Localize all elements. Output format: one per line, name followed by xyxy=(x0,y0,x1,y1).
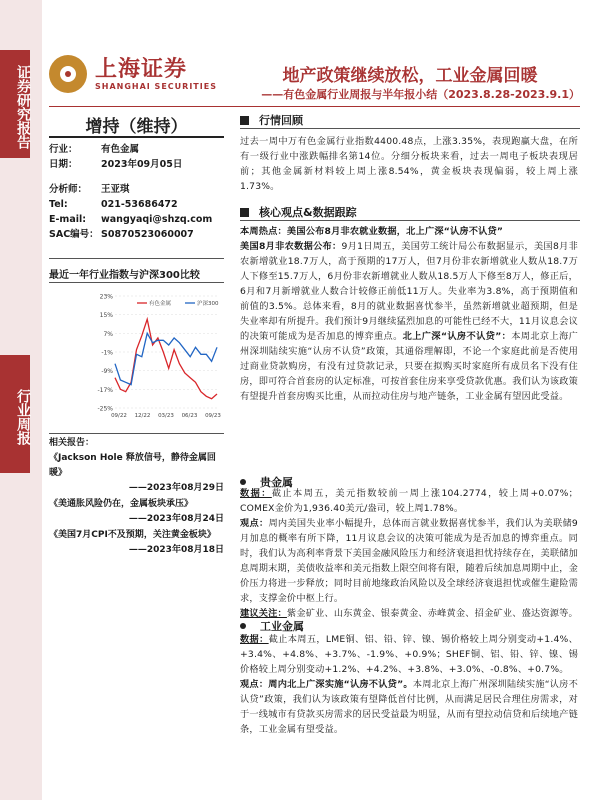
left-divider xyxy=(49,282,224,283)
industrial-data-text: 截止本周五，LME铜、铝、铅、锌、镍、锡价格较上周分别变动+1.4%、+3.4%、+4.8%、+3.7%、-1.9%、+0.9%；SHEF铜、铝、铅、锌、镍、锡价格较上周分别变动+1.2%、+4.2%、+3.8%、+3.0%、-0.8%、+0.7%。 xyxy=(240,634,578,675)
section-heading-review xyxy=(240,112,303,128)
section-divider xyxy=(240,220,580,221)
related-report-date: ——2023年08月24日 xyxy=(128,514,224,524)
section-divider xyxy=(240,128,580,129)
gold-data-text: 截止本周五，美元指数较前一周上涨104.2774，较上周+0.07%；COMEX金价为1,936.40美元/盎司，较上周1.78%。 xyxy=(240,488,578,514)
gold-suggest-label: 建议关注： xyxy=(240,608,287,619)
analyst-value: S0870523060007 xyxy=(101,229,194,240)
gold-data-label: 数据： xyxy=(240,488,272,499)
section-bullet-icon xyxy=(240,623,246,629)
analyst-value: 021-53686472 xyxy=(101,199,178,210)
related-report-item[interactable] xyxy=(49,528,224,558)
series-line-nonferrous xyxy=(115,319,217,398)
analyst-key: Tel: xyxy=(49,199,68,210)
x-tick-label: 09/23 xyxy=(205,413,221,419)
industrial-paragraph xyxy=(240,632,578,737)
housing-text: 本周北京上海广州深圳陆续实施“认房不认贷”政策，其通俗理解即，不论一个家庭此前是否使用过商业贷款购房，有没有过贷款记录，只要在拟购买时家庭所有成员名下没有住房，即可符合首套房的认定标准，可按首套住房来享受贷款优惠。我们认为该政策有望提升首套房购买比重，从而拉动住房与地产链条，工业金属有望因此受益。 xyxy=(240,331,579,402)
section-heading-text: 贵金属 xyxy=(260,476,293,489)
x-tick-label: 09/22 xyxy=(111,413,127,419)
logo-english-name: SHANGHAI SECURITIES xyxy=(95,81,217,91)
logo-chinese-name: 上海证券 xyxy=(95,56,188,82)
meta-key: 行业： xyxy=(49,144,78,155)
gold-view-label: 观点： xyxy=(240,518,269,529)
meta-value: 2023年09月05日 xyxy=(101,159,183,170)
related-report-title[interactable]: 《美国7月CPI不及预期，关注黄金板块》 xyxy=(49,530,216,540)
industry-rating: 增持（维持） xyxy=(85,117,188,137)
related-report-title[interactable]: 《美通胀风险仍在，金属板块承压》 xyxy=(49,499,194,509)
y-tick-label: -9% xyxy=(101,368,113,376)
analyst-email[interactable]: wangyaqi@shzq.com xyxy=(101,214,213,225)
section-bullet-icon xyxy=(240,479,246,485)
header-divider xyxy=(49,106,580,107)
y-tick-label: -25% xyxy=(97,405,113,413)
section-heading-text: 行情回顾 xyxy=(259,114,303,127)
legend-label: 有色金属 xyxy=(149,301,172,307)
related-reports xyxy=(49,436,224,559)
meta-key: 日期： xyxy=(49,159,78,170)
y-tick-label: -17% xyxy=(97,386,113,394)
rating-divider xyxy=(49,136,224,138)
analyst-value: 王亚琪 xyxy=(101,184,130,195)
related-report-date: ——2023年08月18日 xyxy=(128,545,224,555)
section-heading-core xyxy=(240,204,357,220)
gold-paragraph xyxy=(240,486,578,621)
industrial-view-label: 观点：周内北上广深实施“认房不认贷”。 xyxy=(240,679,413,690)
report-subtitle: ——有色金属行业周报与半年报小结（2023.8.28-2023.9.1） xyxy=(261,88,580,101)
analyst-key: E-mail: xyxy=(49,214,87,225)
related-report-item[interactable] xyxy=(49,451,224,496)
gold-suggest-text: 紫金矿业、山东黄金、银泰黄金、赤峰黄金、招金矿业、盛达资源等。 xyxy=(286,608,578,619)
related-report-title[interactable]: 《Jackson Hole 释放信号，静待金属回暖》 xyxy=(49,453,216,478)
index-comparison-chart xyxy=(89,290,221,425)
related-reports-title: 相关报告： xyxy=(49,438,95,448)
chart-title: 最近一年行业指数与沪深300比较 xyxy=(49,270,200,281)
report-meta xyxy=(49,142,224,172)
section-heading-text: 核心观点&数据跟踪 xyxy=(259,206,357,219)
y-tick-label: 7% xyxy=(103,330,113,338)
analyst-key: 分析师： xyxy=(49,184,88,195)
y-tick-label: 23% xyxy=(99,293,113,301)
x-tick-label: 03/23 xyxy=(158,413,174,419)
x-tick-label: 12/22 xyxy=(134,413,151,419)
industrial-view-text: 本周北京上海广州深圳陆续实施“认房不认贷”政策，我们认为该政策有望降低首付比例，从而满足居民合理住房需求，对于一线城市有贷款买房需求的居民受益最为明显，从而有望拉动信贷和后续地产链条，工业金属有望受益。 xyxy=(240,679,578,735)
logo-emblem-icon xyxy=(49,55,87,93)
analyst-info xyxy=(49,182,224,242)
review-paragraph: 过去一周中万有色金属行业指数4400.48点，上涨3.35%，表现跑赢大盘，在所有一级行业中涨跌幅排名第14位。分细分板块来看，过去一周电子板块表现居前；其他金属新材料较上周上涨8.54%，黄金板块表现偏弱，较上周上涨1.73%。 xyxy=(240,136,578,192)
meta-value: 有色金属 xyxy=(101,144,140,155)
report-type-band: 证券研究报告 xyxy=(0,50,30,158)
section-square-icon xyxy=(240,116,249,125)
report-category-band: 行业周报 xyxy=(0,355,30,473)
company-logo xyxy=(49,55,217,93)
left-divider xyxy=(49,258,224,259)
core-paragraph xyxy=(240,224,578,404)
legend-label: 沪深300 xyxy=(197,301,219,307)
related-report-item[interactable] xyxy=(49,497,224,527)
nfp-label: 美国8月非农数据公布： xyxy=(240,241,342,252)
section-heading-text: 工业金属 xyxy=(260,620,304,633)
gold-view-text: 周内美国失业率小幅提升，总体而言就业数据喜忧参半，我们认为美联储9月加息的概率有所下降，11月议息会议的决策可能成为是否加息的博弈重点。同时，我们认为高利率背景下美国金融风险压力和经济衰退担忧持续存在，美联储加息周期末期，美债收益率和美元指数上限空间将有限，随着后续加息周期中止，金价压力将进一步释放；同时目前地缘政治风险以及全球经济衰退担忧或催生避险需求，支撑金价中枢上行。 xyxy=(240,518,578,604)
section-square-icon xyxy=(240,208,249,217)
left-divider xyxy=(49,433,224,434)
industrial-data-label: 数据： xyxy=(240,634,269,645)
y-tick-label: -1% xyxy=(101,349,113,357)
nfp-text: 9月1日周五，美国劳工统计局公布数据显示，美国8月非农新增就业18.7万人，高于预期的17万人，但7月份非农新增就业人数从18.7万人下修至15.7万人，6月份非农新增就业人数从18.5万人下修至8万人，修正后，6月和7月新增就业人数合计较修正前低11万人。失业率为3.8%，高于预期值和前值的3.5%。总体来看，8月的就业数据喜忧参半，虽然新增就业超预期，但是失业率却有所提升。我们预计9月继续猛烈加息的可能性已经不大，11月议息会议的决策可能成为是否加息的博弈重点。 xyxy=(240,241,578,342)
y-tick-label: 15% xyxy=(99,312,113,320)
analyst-key: SAC编号： xyxy=(49,229,99,240)
related-report-date: ——2023年08月29日 xyxy=(128,483,224,493)
left-sidebar xyxy=(0,0,42,800)
hot-topic-lead: 本周热点：美国公布8月非农就业数据，北上广深“认房不认贷” xyxy=(240,226,504,237)
x-tick-label: 06/23 xyxy=(181,413,198,419)
report-title: 地产政策继续放松，工业金属回暖 xyxy=(282,66,538,86)
housing-label: 北上广深“认房不认贷”： xyxy=(402,331,512,342)
